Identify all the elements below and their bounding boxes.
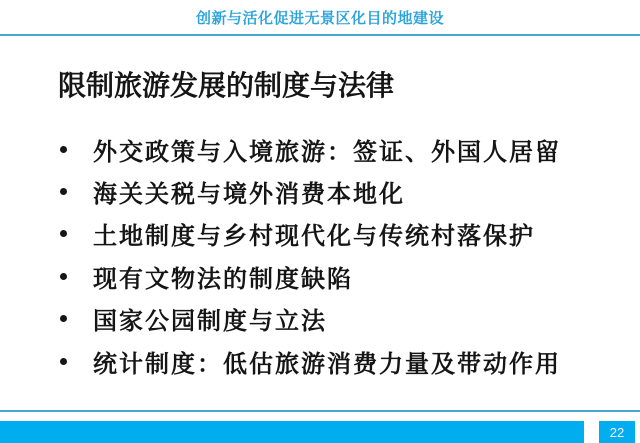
bullet-item [60,213,561,255]
bullet-dot-icon [60,358,67,365]
bullet-item [60,170,561,212]
bullet-item [60,128,561,170]
bullet-text: 国家公园制度与立法 [93,308,327,336]
bullet-dot-icon [60,273,67,280]
bullet-text: 外交政策与入境旅游：签证、外国人居留 [93,138,561,166]
bullet-list [60,128,561,382]
bullet-dot-icon [60,230,67,237]
header-divider [0,34,640,36]
bullet-text: 土地制度与乡村现代化与传统村落保护 [93,223,535,251]
bullet-dot-icon [60,188,67,195]
deck-header-title: 创新与活化促进无景区化目的地建设 [195,9,444,27]
bullet-item [60,298,561,340]
footer-bar [0,421,584,443]
bullet-dot-icon [60,315,67,322]
bullet-item [60,340,561,382]
footer-divider [0,410,640,412]
slide-title: 限制旅游发展的制度与法律 [58,70,395,101]
bullet-text: 现有文物法的制度缺陷 [93,265,353,293]
page-number-badge [599,421,635,443]
bullet-text: 海关关税与境外消费本地化 [93,181,405,209]
bullet-text: 统计制度：低估旅游消费力量及带动作用 [93,350,561,378]
bullet-item [60,255,561,297]
bullet-dot-icon [60,146,67,153]
page-number: 22 [609,424,625,440]
deck-header [0,0,640,34]
